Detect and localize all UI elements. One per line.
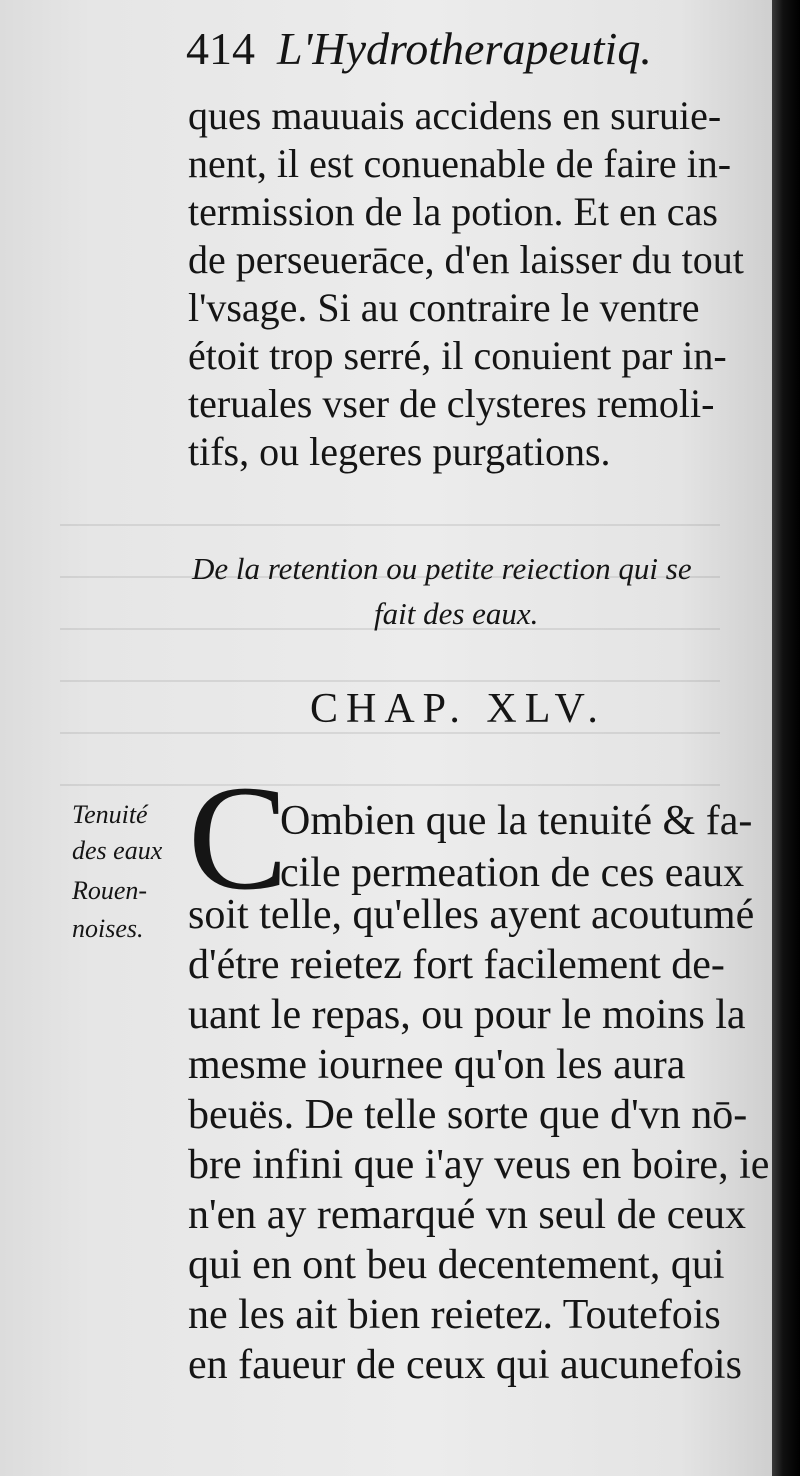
margin-note-line: noises. bbox=[72, 914, 144, 943]
text-line: mesme iournee qu'on les aura bbox=[188, 1042, 686, 1088]
text-line: uant le repas, ou pour le moins la bbox=[188, 992, 746, 1038]
page-edge-shadow bbox=[772, 0, 800, 1476]
page-number: 414 bbox=[186, 23, 255, 74]
margin-note-line: des eaux bbox=[72, 836, 163, 865]
text-line: beuës. De telle sorte que d'vn nō- bbox=[188, 1092, 748, 1138]
text-line: ne les ait bien reietez. Toutefois bbox=[188, 1292, 721, 1338]
text-line: termission de la potion. Et en cas bbox=[188, 189, 718, 234]
margin-note-line: Tenuité bbox=[72, 800, 148, 829]
text-line: qui en ont beu decentement, qui bbox=[188, 1242, 725, 1288]
text-line: en faueur de ceux qui aucunefois bbox=[188, 1342, 742, 1388]
running-title: L'Hydrotherapeutiq. bbox=[277, 23, 652, 74]
text-line: Ombien que la tenuité & fa- bbox=[280, 798, 753, 844]
running-header bbox=[186, 20, 652, 78]
text-line: soit telle, qu'elles ayent acoutumé bbox=[188, 892, 755, 938]
chapter-caption: fait des eaux. bbox=[374, 596, 539, 631]
text-line: de perseuerāce, d'en laisser du tout bbox=[188, 237, 744, 282]
text-line: teruales vser de clysteres remoli- bbox=[188, 381, 715, 426]
chapter-caption: De la retention ou petite reiection qui se bbox=[192, 551, 692, 586]
text-line: ques mauuais accidens en suruie- bbox=[188, 93, 722, 138]
text-line: tifs, ou legeres purgations. bbox=[188, 429, 611, 474]
chapter-heading: CHAP. XLV. bbox=[310, 686, 606, 732]
text-line: étoit trop serré, il conuient par in- bbox=[188, 333, 727, 378]
text-line: cile permeation de ces eaux bbox=[280, 850, 745, 896]
text-line: n'en ay remarqué vn seul de ceux bbox=[188, 1192, 746, 1238]
text-line: d'étre reietez fort facilement de- bbox=[188, 942, 725, 988]
drop-capital: C bbox=[188, 755, 289, 921]
margin-note-line: Rouen- bbox=[72, 876, 148, 905]
text-line: bre infini que i'ay veus en boire, ie bbox=[188, 1142, 770, 1188]
text-line: l'vsage. Si au contraire le ventre bbox=[188, 285, 700, 330]
text-line: nent, il est conuenable de faire in- bbox=[188, 141, 732, 186]
